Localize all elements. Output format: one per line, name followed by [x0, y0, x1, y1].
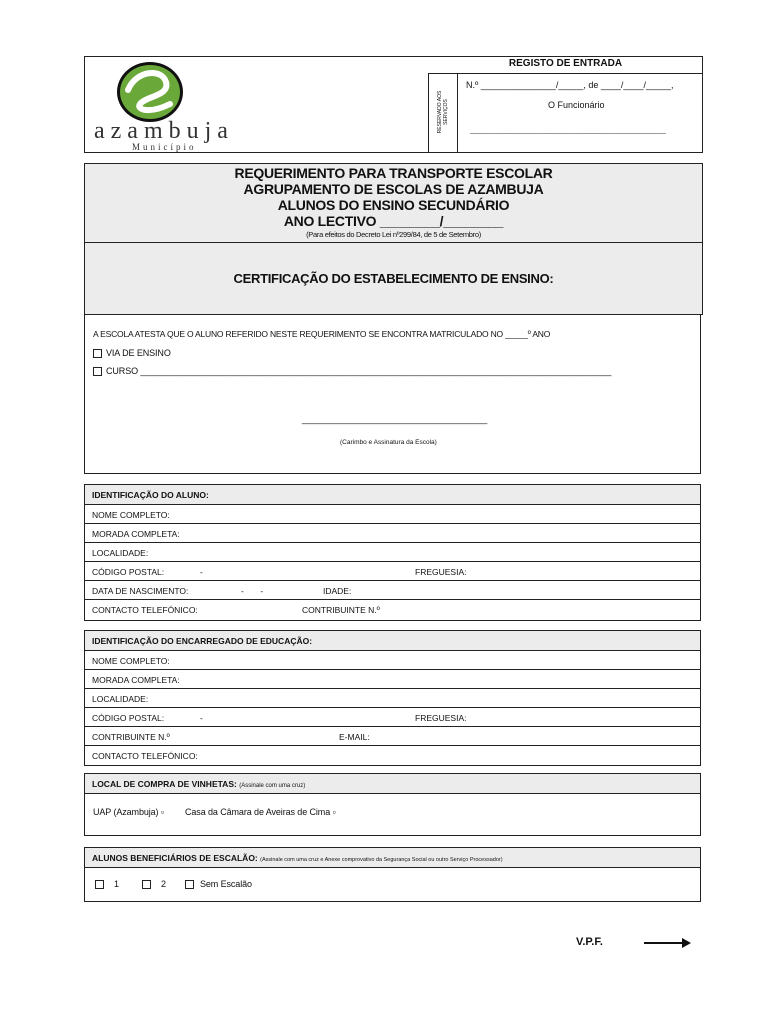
vinhetas-box — [84, 773, 701, 836]
aluno-nome-label: NOME COMPLETO: — [92, 510, 170, 520]
aluno-codigo-row[interactable] — [85, 562, 700, 581]
encarregado-contribuinte-row[interactable] — [85, 727, 700, 746]
vpf-label: V.P.F. — [576, 936, 603, 948]
encarregado-localidade-row[interactable] — [85, 689, 700, 708]
form-title — [84, 165, 703, 239]
escalao-sem-checkbox[interactable] — [185, 880, 194, 889]
encarregado-contribuinte-label: CONTRIBUINTE N.º — [92, 732, 170, 742]
registo-title: REGISTO DE ENTRADA — [508, 58, 623, 69]
title-divider — [85, 242, 702, 243]
encarregado-header-row — [85, 631, 700, 651]
vinhetas-option-uap[interactable]: UAP (Azambuja) ▫ — [93, 807, 164, 817]
registo-line[interactable]: N.º _______________/_____, de ____/____/_____, — [466, 80, 674, 90]
aluno-contacto-row[interactable] — [85, 600, 700, 619]
stamp-label: (Carimbo e Assinatura da Escola) — [340, 439, 437, 446]
curso-option[interactable] — [93, 366, 611, 376]
aluno-freguesia-label: FREGUESIA: — [415, 567, 467, 577]
logo-word: azambuja — [94, 118, 234, 144]
escalao-heading: ALUNOS BENEFICIÁRIOS DE ESCALÃO: — [92, 853, 258, 863]
stamp-line[interactable]: _____________________________________ — [302, 414, 488, 424]
registo-title-row — [428, 56, 703, 74]
aluno-codigo-label: CÓDIGO POSTAL: — [92, 567, 165, 577]
encarregado-nome-label: NOME COMPLETO: — [92, 656, 170, 666]
vinhetas-heading: LOCAL DE COMPRA DE VINHETAS: — [92, 779, 237, 789]
aluno-nome-row[interactable] — [85, 505, 700, 524]
title-line-1: REQUERIMENTO PARA TRANSPORTE ESCOLAR — [234, 165, 553, 181]
logo-emblem-icon — [92, 60, 242, 122]
aluno-nascimento-dashes: - - — [241, 586, 264, 596]
escalao-1-checkbox[interactable] — [95, 880, 104, 889]
aluno-contacto-label: CONTACTO TELEFÓNICO: — [92, 605, 198, 615]
reserved-label: RESERVADO AOS SERVIÇOS — [437, 90, 449, 134]
encarregado-localidade-label: LOCALIDADE: — [92, 694, 149, 704]
encarregado-morada-label: MORADA COMPLETA: — [92, 675, 180, 685]
encarregado-freguesia-label: FREGUESIA: — [415, 713, 467, 723]
encarregado-box — [84, 630, 701, 766]
reserved-column — [428, 74, 458, 153]
vinhetas-option-aveiras[interactable]: Casa da Câmara de Aveiras de Cima ▫ — [185, 807, 336, 817]
escalao-box — [84, 847, 701, 902]
curso-checkbox[interactable] — [93, 367, 102, 376]
escalao-heading-group — [92, 853, 503, 863]
certificacao-heading: CERTIFICAÇÃO DO ESTABELECIMENTO DE ENSINO: — [233, 271, 554, 286]
encarregado-nome-row[interactable] — [85, 651, 700, 670]
aluno-localidade-row[interactable] — [85, 543, 700, 562]
funcionario-label: O Funcionário — [548, 100, 605, 110]
via-ensino-checkbox[interactable] — [93, 349, 102, 358]
aluno-idade-label: IDADE: — [323, 586, 352, 596]
arrow-right-icon — [644, 936, 692, 950]
aluno-codigo-dash: - — [200, 567, 203, 577]
encarregado-morada-row[interactable] — [85, 670, 700, 689]
title-line-4[interactable]: ANO LECTIVO ________/________ — [283, 213, 504, 229]
via-ensino-label: VIA DE ENSINO — [106, 348, 171, 358]
title-line-3: ALUNOS DO ENSINO SECUNDÁRIO — [277, 197, 510, 213]
aluno-morada-row[interactable] — [85, 524, 700, 543]
aluno-nascimento-label: DATA DE NASCIMENTO: — [92, 586, 189, 596]
aluno-header-row — [85, 485, 700, 505]
encarregado-contacto-row[interactable] — [85, 746, 700, 765]
logo-sub: Município — [132, 142, 197, 152]
aluno-contribuinte-label: CONTRIBUINTE N.º — [302, 605, 380, 615]
escalao-2-label: 2 — [161, 879, 166, 889]
aluno-nascimento-row[interactable] — [85, 581, 700, 600]
vinhetas-header-row — [85, 774, 700, 794]
encarregado-contacto-label: CONTACTO TELEFÓNICO: — [92, 751, 198, 761]
escalao-sem-label: Sem Escalão — [200, 879, 252, 889]
via-ensino-option[interactable] — [93, 348, 171, 358]
logo — [92, 60, 242, 152]
certificacao-statement[interactable]: A ESCOLA ATESTA QUE O ALUNO REFERIDO NESTE REQUERIMENTO SE ENCONTRA MATRICULADO NO _____º ANO — [93, 329, 551, 339]
vinhetas-note: (Assinale com uma cruz) — [239, 783, 306, 789]
escalao-2-checkbox[interactable] — [142, 880, 151, 889]
funcionario-signature-line[interactable]: ____________________________________________ — [470, 125, 666, 134]
aluno-box — [84, 484, 701, 621]
aluno-morada-label: MORADA COMPLETA: — [92, 529, 180, 539]
escalao-1-label: 1 — [114, 879, 119, 889]
encarregado-heading: IDENTIFICAÇÃO DO ENCARREGADO DE EDUCAÇÃO: — [92, 636, 313, 646]
encarregado-codigo-label: CÓDIGO POSTAL: — [92, 713, 165, 723]
curso-label: CURSO ________________________________________________________________________________________________ — [106, 366, 612, 376]
escalao-option-1[interactable] — [95, 879, 119, 889]
title-note: (Para efeitos do Decreto Lei nº299/84, de 5 de Setembro) — [306, 230, 481, 239]
aluno-localidade-label: LOCALIDADE: — [92, 548, 149, 558]
aluno-heading: IDENTIFICAÇÃO DO ALUNO: — [92, 490, 209, 500]
escalao-option-2[interactable] — [142, 879, 166, 889]
encarregado-codigo-dash: - — [200, 713, 203, 723]
encarregado-codigo-row[interactable] — [85, 708, 700, 727]
vinhetas-heading-group — [92, 779, 305, 789]
title-line-2: AGRUPAMENTO DE ESCOLAS DE AZAMBUJA — [243, 181, 544, 197]
encarregado-email-label: E-MAIL: — [339, 732, 370, 742]
escalao-header-row — [85, 848, 700, 868]
escalao-note: (Assinale com uma cruz e Anexe comprovativo da Segurança Social ou outro Serviço Processador) — [260, 857, 503, 863]
escalao-option-sem[interactable] — [185, 879, 252, 889]
